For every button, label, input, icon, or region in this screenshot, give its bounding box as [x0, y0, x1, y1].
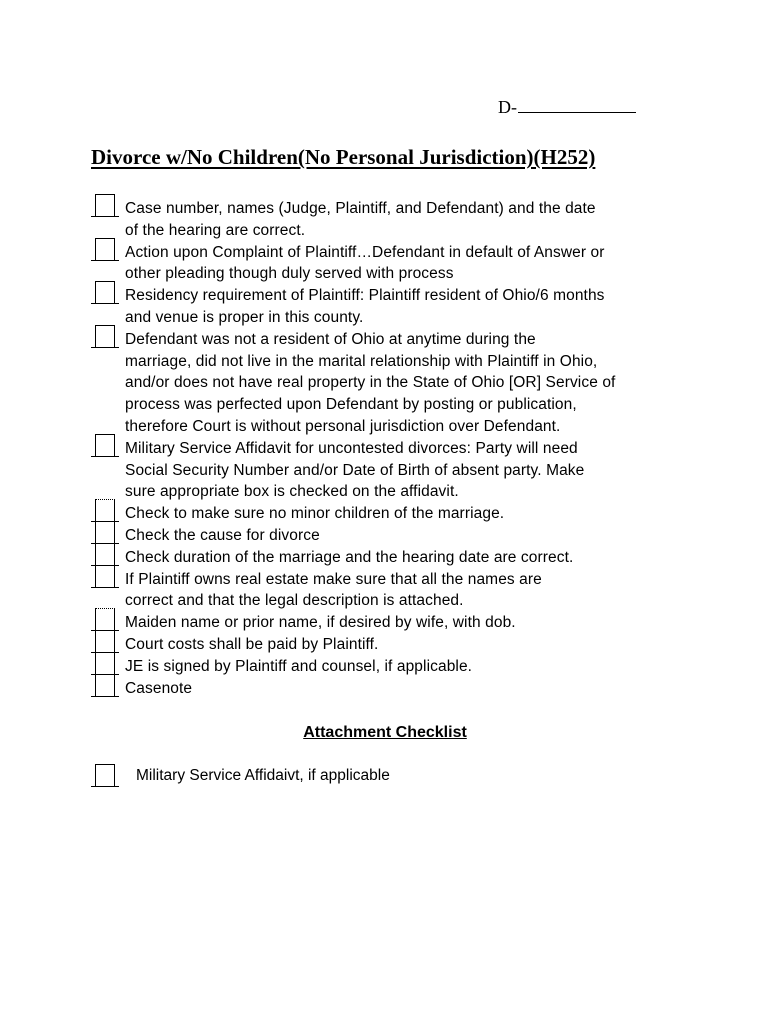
checkbox[interactable] — [95, 194, 115, 216]
item-text-line: Residency requirement of Plaintiff: Plaintiff resident of Ohio/6 months — [125, 287, 605, 305]
checkbox-underline — [91, 216, 119, 217]
item-text-line: Case number, names (Judge, Plaintiff, and Defendant) and the date — [125, 200, 596, 217]
item-text-line: Maiden name or prior name, if desired by wife, with dob. — [125, 614, 516, 632]
checklist-item — [91, 198, 691, 242]
item-text-line: therefore Court is without personal jurisdiction over Defendant. — [125, 417, 561, 435]
item-text-line: Casenote — [125, 679, 193, 697]
checklist-item — [91, 242, 691, 286]
case-number-blank[interactable] — [518, 96, 636, 113]
item-text-line: other pleading though duly served with process — [125, 265, 454, 283]
checkbox[interactable] — [95, 630, 115, 652]
checkbox[interactable] — [95, 499, 115, 521]
checkbox[interactable] — [95, 281, 115, 303]
item-text-line: of the hearing are correct. — [125, 221, 306, 239]
checkbox-underline — [91, 347, 119, 348]
checklist-item — [91, 438, 691, 503]
attachment-checklist-heading: Attachment Checklist — [303, 724, 467, 741]
item-text-line: marriage, did not live in the marital relationship with Plaintiff in Ohio, — [125, 352, 598, 370]
checklist — [91, 198, 691, 699]
item-text-line: sure appropriate box is checked on the affidavit. — [125, 483, 459, 501]
checkbox-underline — [91, 587, 119, 588]
checkbox[interactable] — [95, 674, 115, 696]
item-text-line: Military Service Affidavit for uncontested divorces: Party will need — [125, 439, 578, 457]
attachment-item-label: Military Service Affidaivt, if applicable — [136, 767, 390, 784]
checklist-item — [91, 285, 691, 329]
item-text-line: Defendant was not a resident of Ohio at anytime during the — [125, 330, 536, 348]
item-text-line: correct and that the legal description is attached. — [125, 592, 464, 610]
checkbox-underline — [91, 696, 119, 697]
case-number-field — [498, 96, 636, 118]
checkbox[interactable] — [95, 565, 115, 587]
checkbox-underline — [91, 303, 119, 304]
checklist-item — [91, 503, 691, 525]
checkbox-underline — [91, 260, 119, 261]
item-text-line: Action upon Complaint of Plaintiff…Defendant in default of Answer or — [125, 243, 605, 261]
case-number-label: D- — [498, 97, 517, 117]
item-text-line: Social Security Number and/or Date of Birth of absent party. Make — [125, 461, 585, 479]
item-text-line: Check the cause for divorce — [125, 526, 320, 544]
checklist-item — [91, 525, 691, 547]
checkbox[interactable] — [95, 521, 115, 543]
checkbox[interactable] — [95, 238, 115, 260]
checklist-item — [91, 547, 691, 569]
item-text-line: JE is signed by Plaintiff and counsel, if applicable. — [125, 657, 473, 675]
item-text-line: If Plaintiff owns real estate make sure that all the names are — [125, 570, 542, 588]
checkbox[interactable] — [95, 325, 115, 347]
item-text-line: process was perfected upon Defendant by posting or publication, — [125, 396, 577, 414]
checkbox-underline — [91, 456, 119, 457]
checkbox[interactable] — [95, 434, 115, 456]
attachment-item — [91, 764, 591, 790]
page-title: Divorce w/No Children(No Personal Jurisdiction)(H252) — [91, 145, 596, 169]
item-text-line: and/or does not have real property in the State of Ohio [OR] Service of — [125, 374, 616, 392]
checkbox[interactable] — [95, 608, 115, 630]
item-text-line: and venue is proper in this county. — [125, 308, 364, 326]
checkbox[interactable] — [95, 764, 115, 786]
checklist-item — [91, 329, 691, 438]
item-text-line: Court costs shall be paid by Plaintiff. — [125, 635, 379, 653]
item-text-line: Check duration of the marriage and the hearing date are correct. — [125, 548, 574, 566]
checkbox[interactable] — [95, 652, 115, 674]
item-text-line: Check to make sure no minor children of the marriage. — [125, 505, 505, 523]
checklist-item — [91, 656, 691, 678]
checklist-item — [91, 678, 691, 700]
checkbox[interactable] — [95, 543, 115, 565]
checkbox-underline — [91, 786, 119, 787]
checklist-item — [91, 569, 691, 613]
checklist-item — [91, 634, 691, 656]
checklist-item — [91, 612, 691, 634]
